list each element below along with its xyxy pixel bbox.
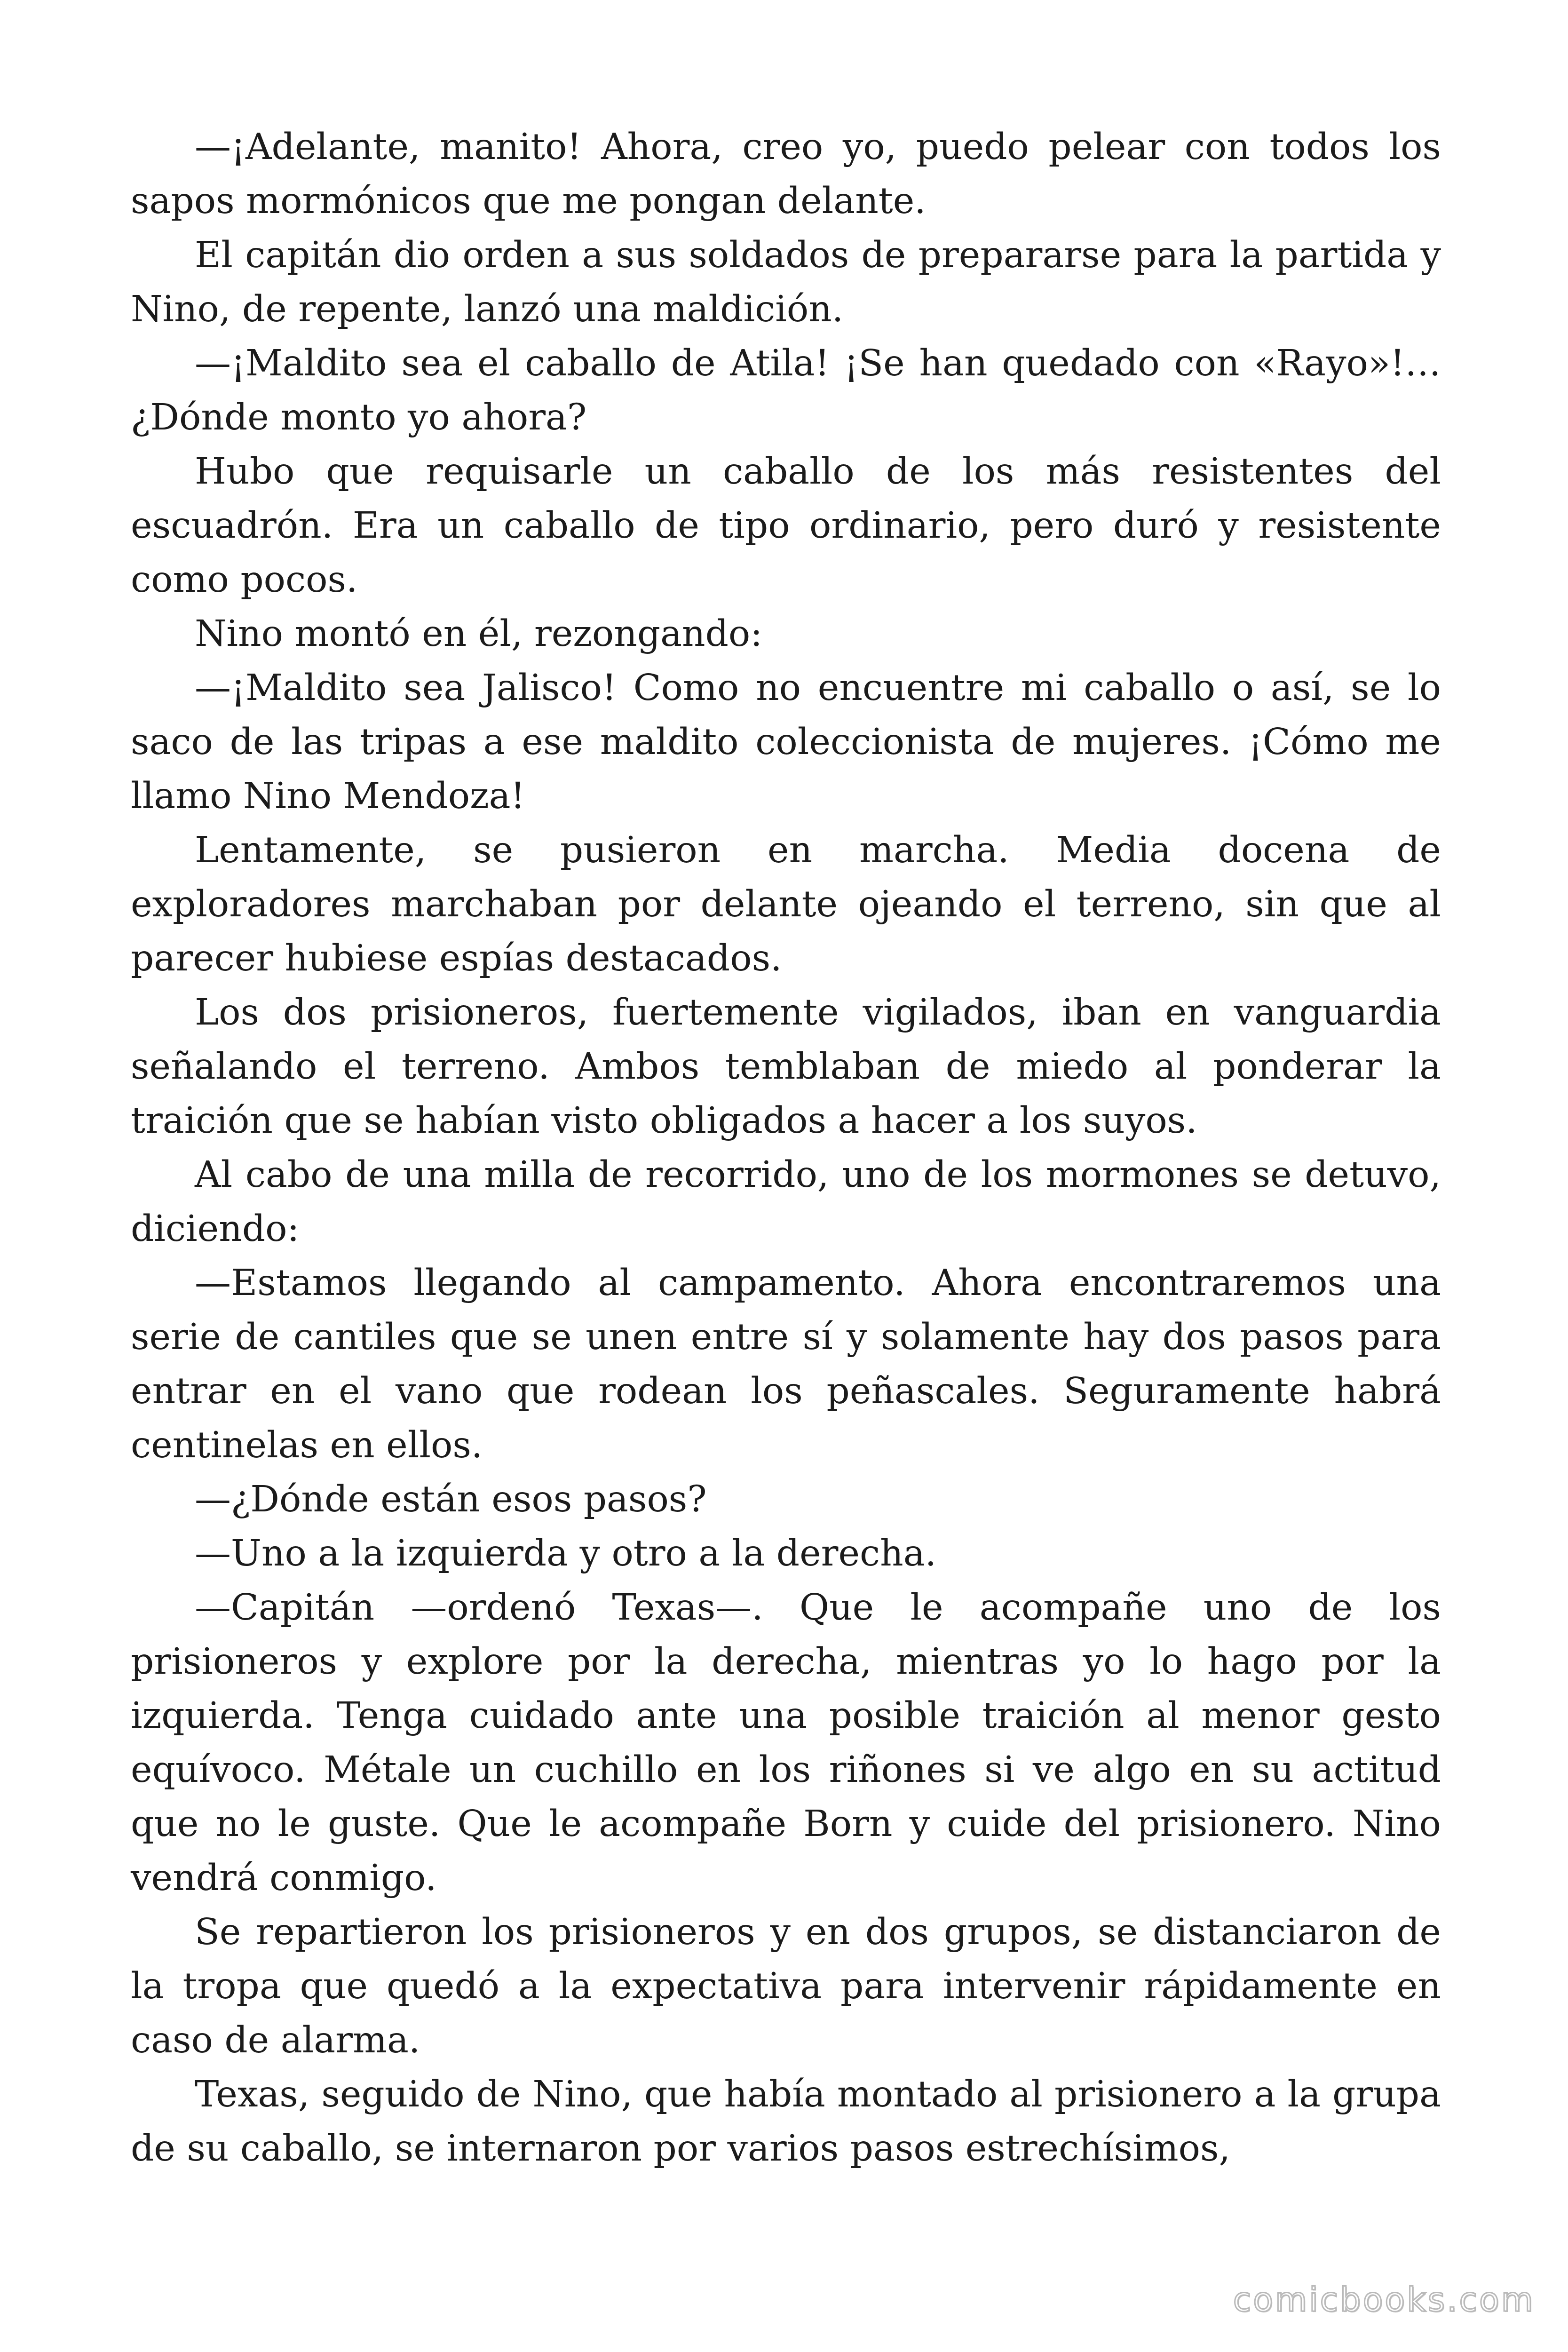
paragraph-1: —¡Adelante, manito! Ahora, creo yo, puedo pelear con todos los sapos mormónicos que me pongan delante.	[131, 126, 1441, 222]
paragraph-7: Lentamente, se pusieron en marcha. Media docena de exploradores marchaban por delante ojeando el terreno, sin que al parecer hubiese espías destacados.	[131, 829, 1441, 979]
paragraph-13: —Capitán —ordenó Texas—. Que le acompañe uno de los prisioneros y explore por la derecha, mientras yo lo hago por la izquierda. Tenga cuidado ante una posible traición al menor gesto equívoco. Métale un cuchillo en los riñones si ve algo en su actitud que no le guste. Que le acompañe Born y cuide del prisionero. Nino vendrá conmigo.	[131, 1587, 1441, 1899]
paragraph-14: Se repartieron los prisioneros y en dos grupos, se distanciaron de la tropa que quedó a la expectativa para intervenir rápidamente en caso de alarma.	[131, 1911, 1441, 2061]
paragraph-15: Texas, seguido de Nino, que había montado al prisionero a la grupa de su caballo, se internaron por varios pasos estrechísimos,	[131, 2074, 1441, 2169]
paragraph-12: —Uno a la izquierda y otro a la derecha.	[195, 1533, 937, 1574]
paragraph-2: El capitán dio orden a sus soldados de prepararse para la partida y Nino, de repente, lanzó una maldición.	[131, 234, 1441, 330]
watermark: comicbooks.com	[1233, 2280, 1535, 2319]
paragraph-9: Al cabo de una milla de recorrido, uno de los mormones se detuvo, diciendo:	[131, 1154, 1441, 1250]
paragraph-11: —¿Dónde están esos pasos?	[195, 1478, 707, 1520]
paragraph-3: —¡Maldito sea el caballo de Atila! ¡Se han quedado con «Rayo»!… ¿Dónde monto yo ahora?	[131, 342, 1441, 438]
paragraph-10: —Estamos llegando al campamento. Ahora encontraremos una serie de cantiles que se unen entre sí y solamente hay dos pasos para entrar en el vano que rodean los peñascales. Seguramente habrá centinelas en ellos.	[131, 1262, 1441, 1466]
paragraph-4: Hubo que requisarle un caballo de los más resistentes del escuadrón. Era un caballo de tipo ordinario, pero duró y resistente como pocos.	[131, 451, 1441, 601]
paragraph-6: —¡Maldito sea Jalisco! Como no encuentre mi caballo o así, se lo saco de las tripas a ese maldito coleccionista de mujeres. ¡Cómo me llamo Nino Mendoza!	[131, 667, 1441, 817]
page-body	[131, 120, 1441, 2176]
paragraph-8: Los dos prisioneros, fuertemente vigilados, iban en vanguardia señalando el terreno. Ambos temblaban de miedo al ponderar la traición que se habían visto obligados a hacer a los suyos.	[131, 992, 1441, 1142]
paragraph-5: Nino montó en él, rezongando:	[195, 613, 763, 655]
